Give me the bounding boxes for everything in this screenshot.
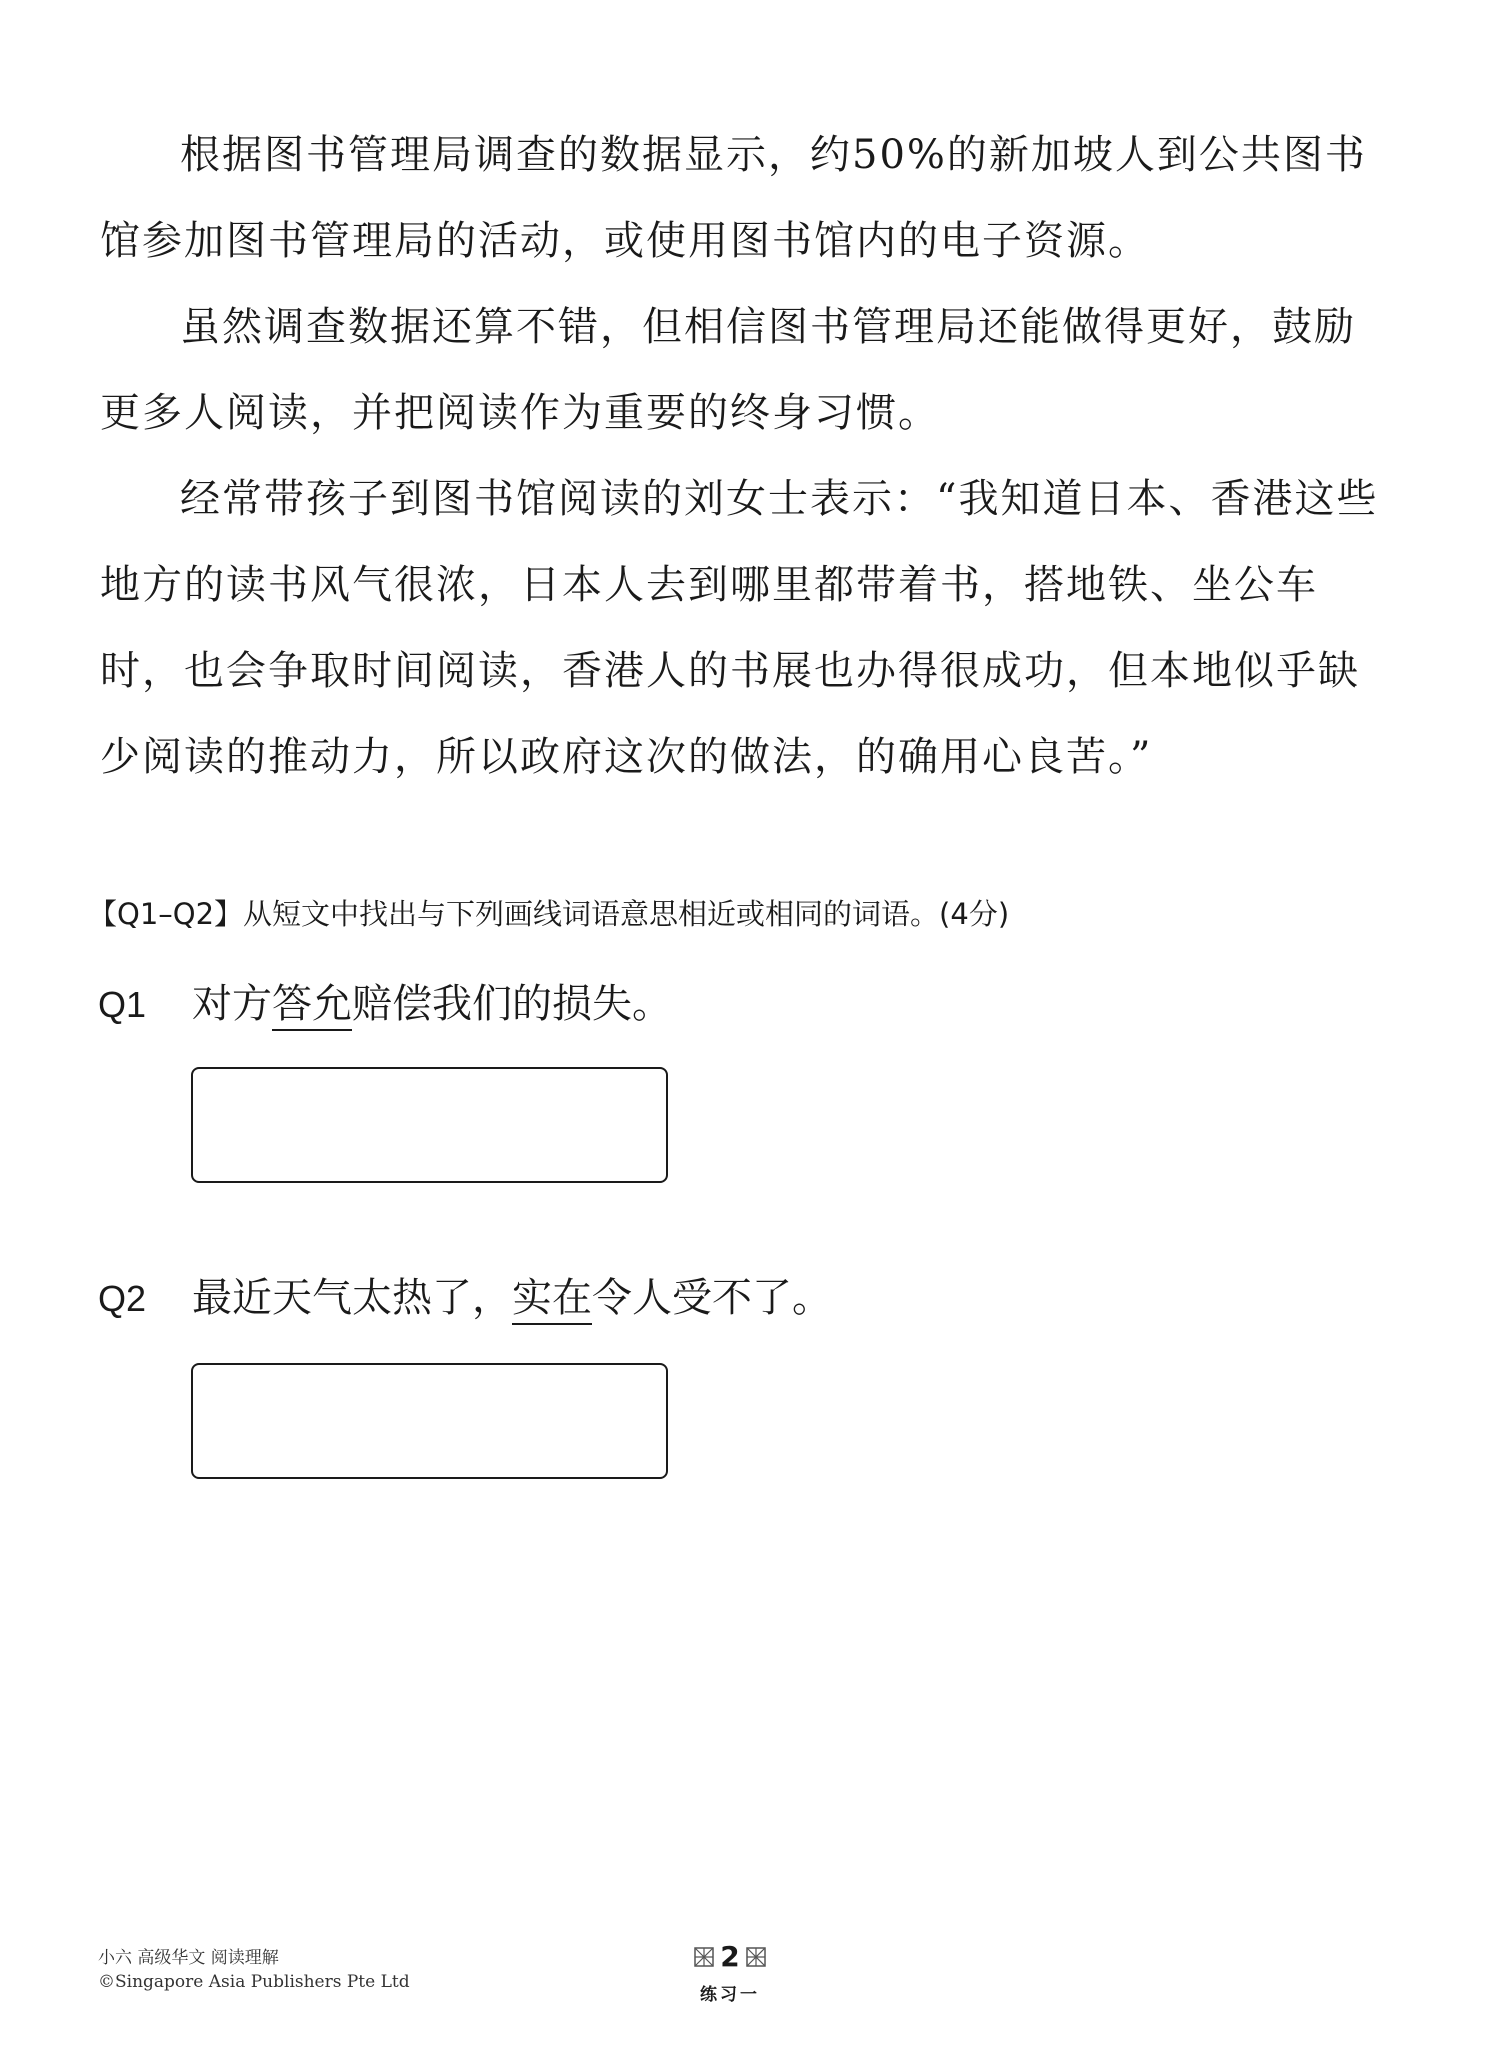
underlined-word: 答允 (272, 981, 352, 1031)
passage-paragraph: 经常带孩子到图书馆阅读的刘女士表示：“我知道日本、香港这些地方的读书风气很浓，日本人去到哪里都带着书，搭地铁、坐公车时，也会争取时间阅读，香港人的书展也办得很成功，但本地似乎缺少阅读的推动力，所以政府这次的做法，的确用心良苦。” (100, 476, 1379, 780)
question-text-after: 令人受不了。 (592, 1275, 832, 1321)
footer-page-info (680, 1942, 780, 2005)
page-number: 2 (720, 1940, 740, 1973)
question-text (192, 1275, 832, 1325)
question-q2 (98, 1270, 832, 1327)
question-text-after: 赔偿我们的损失。 (352, 981, 672, 1027)
question-number: Q2 (98, 1278, 147, 1319)
copyright-notice: ©Singapore Asia Publishers Pte Ltd (98, 1972, 410, 1992)
underlined-word: 实在 (512, 1275, 592, 1325)
question-text-before: 对方 (192, 981, 272, 1027)
passage-paragraph: 虽然调查数据还算不错，但相信图书管理局还能做得更好，鼓励更多人阅读，并把阅读作为重要的终身习惯。 (100, 304, 1356, 436)
question-text (192, 981, 672, 1031)
question-number: Q1 (98, 984, 147, 1025)
answer-box-q2[interactable] (191, 1363, 668, 1479)
question-text-before: 最近天气太热了， (192, 1275, 512, 1321)
exercise-label: 练习一 (700, 1985, 760, 2005)
question-instruction: 【Q1–Q2】从短文中找出与下列画线词语意思相近或相同的词语。(4分) (88, 897, 1010, 931)
passage-paragraph: 根据图书管理局调查的数据显示，约50%的新加坡人到公共图书馆参加图书管理局的活动，或使用图书馆内的电子资源。 (100, 132, 1367, 264)
reading-passage (100, 112, 1380, 800)
ornament-left-icon (694, 1947, 714, 1967)
book-title: 小六 高级华文 阅读理解 (98, 1948, 279, 1968)
question-q1 (98, 976, 672, 1033)
answer-box-q1[interactable] (191, 1067, 668, 1183)
footer-publisher-info (98, 1946, 410, 1994)
ornament-right-icon (746, 1947, 766, 1967)
